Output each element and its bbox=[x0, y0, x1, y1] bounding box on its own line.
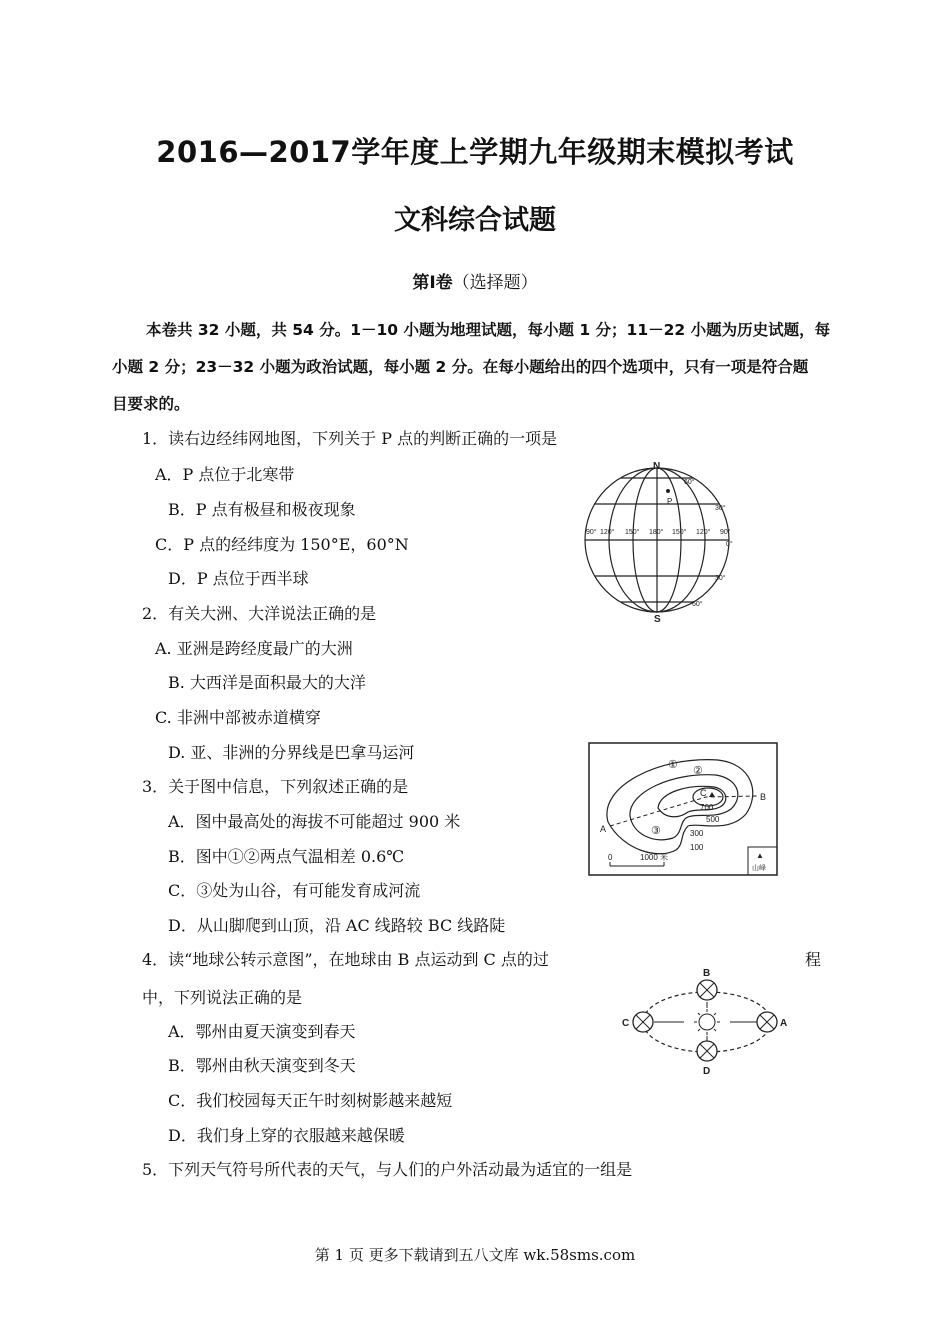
scale-label: 1000 米 bbox=[640, 853, 669, 862]
globe-grid-figure bbox=[580, 460, 740, 625]
lon-label: 90° bbox=[586, 529, 597, 536]
elevation-label: 300 bbox=[690, 829, 704, 838]
intro-line-1: 本卷共 32 小题，共 54 分。1－10 小题为地理试题，每小题 1 分；11－22 小题为历史试题，每 bbox=[146, 321, 831, 339]
q1-option-d: D．P 点位于西半球 bbox=[168, 569, 309, 588]
lon-label: 120° bbox=[696, 529, 711, 536]
q1-stem: 1．读右边经纬网地图，下列关于 P 点的判断正确的一项是 bbox=[142, 429, 558, 448]
q2-option-b: B. 大西洋是面积最大的大洋 bbox=[168, 673, 366, 692]
q1-option-c: C．P 点的经纬度为 150°E，60°N bbox=[155, 535, 409, 554]
orbit-diagram-figure bbox=[618, 962, 798, 1078]
q3-option-b: B．图中①②两点气温相差 0.6℃ bbox=[168, 847, 405, 866]
south-label: S bbox=[654, 614, 661, 625]
q5-stem: 5．下列天气符号所代表的天气，与人们的户外活动最为适宜的一组是 bbox=[142, 1160, 633, 1179]
q1-option-a: A．P 点位于北寒带 bbox=[155, 465, 295, 484]
q4-option-d: D．我们身上穿的衣服越来越保暖 bbox=[168, 1126, 405, 1145]
marker-3: ③ bbox=[651, 825, 661, 837]
intro-line-2: 小题 2 分；23－32 小题为政治试题，每小题 2 分。在每小题给出的四个选项中，只有一项是符合题 bbox=[112, 358, 809, 376]
marker-2: ② bbox=[693, 765, 703, 777]
q2-stem: 2．有关大洲、大洋说法正确的是 bbox=[142, 604, 377, 623]
q3-stem: 3．关于图中信息，下列叙述正确的是 bbox=[142, 777, 409, 796]
q4-stem-end: 程 bbox=[805, 950, 822, 969]
lat-label: 30° bbox=[715, 505, 726, 512]
q4-stem-line2: 中，下列说法正确的是 bbox=[142, 988, 303, 1007]
q1-option-b: B．P 点有极昼和极夜现象 bbox=[168, 500, 356, 519]
lon-label: 150° bbox=[672, 529, 687, 536]
intro-line-3: 目要求的。 bbox=[112, 395, 190, 413]
scale-zero: 0 bbox=[608, 853, 613, 862]
lon-label: 90° bbox=[720, 529, 731, 536]
elevation-label: 700 bbox=[700, 803, 714, 812]
page-footer: 第 1 页 更多下载请到五八文库 wk.58sms.com bbox=[314, 1246, 636, 1264]
legend-symbol: ▲ bbox=[756, 851, 764, 860]
q4-stem: 4．读“地球公转示意图”，在地球由 B 点运动到 C 点的过 bbox=[142, 950, 549, 969]
q4-option-c: C．我们校园每天正午时刻树影越来越短 bbox=[168, 1091, 453, 1110]
q2-option-d: D. 亚、非洲的分界线是巴拿马运河 bbox=[168, 743, 415, 762]
point-b-label: B bbox=[760, 792, 767, 802]
lat-label: 60° bbox=[684, 479, 695, 486]
orbit-label-a: A bbox=[780, 1018, 788, 1029]
q4-option-b: B．鄂州由秋天演变到冬天 bbox=[168, 1056, 356, 1075]
point-c-label: C bbox=[700, 788, 707, 798]
q4-option-a: A．鄂州由夏天演变到春天 bbox=[168, 1022, 356, 1041]
lon-label: 120° bbox=[600, 529, 615, 536]
point-p-label: P bbox=[667, 497, 673, 506]
lat-label: 60° bbox=[692, 601, 703, 608]
legend-label: 山峰 bbox=[752, 865, 766, 872]
point-a-label: A bbox=[600, 824, 607, 834]
orbit-label-b: B bbox=[703, 968, 711, 979]
q3-option-d: D．从山脚爬到山顶，沿 AC 线路较 BC 线路陡 bbox=[168, 916, 506, 935]
lon-label: 180° bbox=[649, 529, 664, 536]
elevation-label: 500 bbox=[706, 815, 720, 824]
section-part: 第Ⅰ卷 bbox=[412, 273, 453, 293]
q3-option-c: C．③处为山谷，有可能发育成河流 bbox=[168, 881, 421, 900]
q2-option-a: A. 亚洲是跨经度最广的大洲 bbox=[155, 639, 353, 658]
section-heading bbox=[0, 268, 950, 293]
north-label: N bbox=[653, 461, 661, 472]
elevation-label: 100 bbox=[690, 843, 704, 852]
section-note: （选择题） bbox=[452, 273, 538, 293]
orbit-label-c: C bbox=[622, 1018, 630, 1029]
sun-icon bbox=[694, 1009, 720, 1035]
q3-option-a: A．图中最高处的海拔不可能超过 900 米 bbox=[168, 812, 461, 831]
point-p-marker bbox=[666, 489, 670, 493]
lat-label: 0° bbox=[726, 541, 733, 548]
q2-option-c: C. 非洲中部被赤道横穿 bbox=[155, 708, 321, 727]
marker-1: ① bbox=[668, 759, 678, 771]
orbit-label-d: D bbox=[703, 1066, 711, 1077]
contour-map-figure bbox=[588, 742, 780, 878]
page-title: 2016—2017学年度上学期九年级期末模拟考试 bbox=[156, 135, 794, 169]
page-subtitle: 文科综合试题 bbox=[394, 205, 556, 236]
lon-label: 150° bbox=[625, 529, 640, 536]
lat-label: 30° bbox=[715, 575, 726, 582]
